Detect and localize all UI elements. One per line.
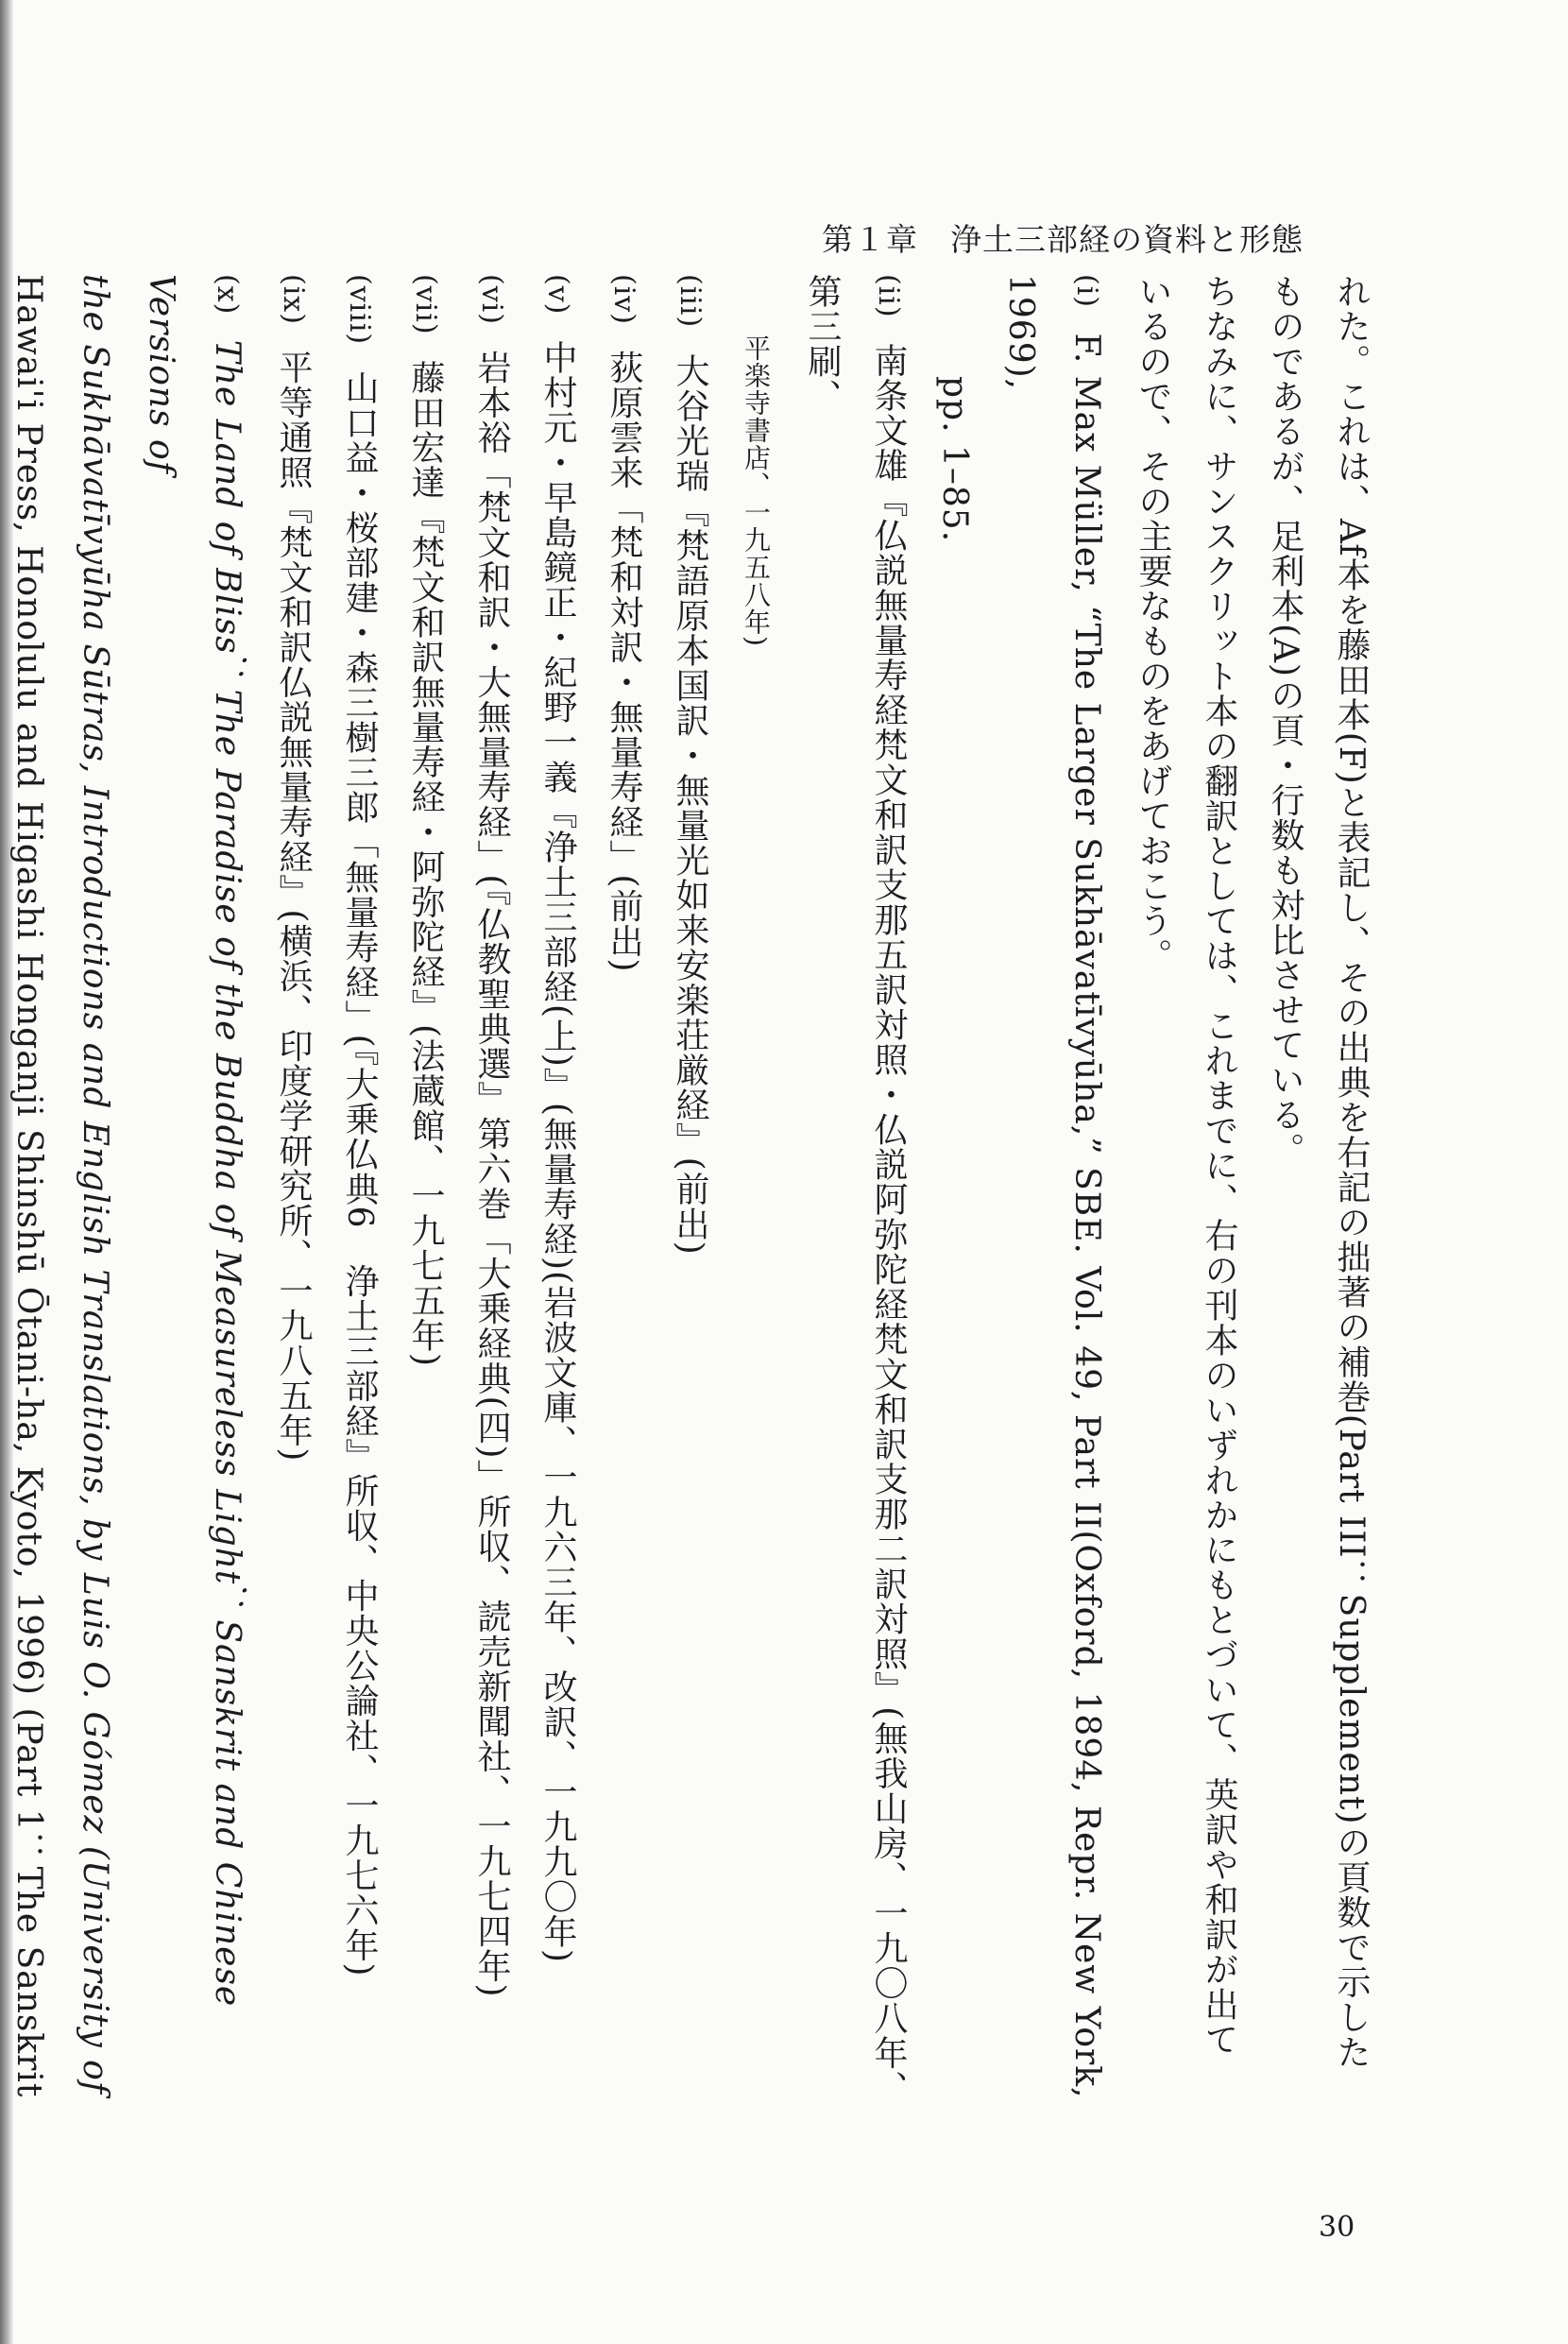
body-line-2: ものであるが、足利本(A)の頁・行数も対比させている。 <box>1266 274 1304 1168</box>
note-vi <box>458 274 524 2126</box>
note-text: 荻原雲来「梵和対訳・無量寿経」(前出) <box>605 350 643 973</box>
note-ii-continued <box>723 274 789 2126</box>
note-marker: (iii) <box>673 274 707 329</box>
note-x-continued-2 <box>0 274 61 2126</box>
note-x-continued-1 <box>61 274 128 2126</box>
note-text: pp. 1–85. <box>935 376 974 543</box>
note-marker: (i) <box>1070 274 1103 309</box>
note-text: 大谷光瑞『梵語原本国訳・無量光如来安楽荘厳経』(前出) <box>671 352 709 1256</box>
note-vii <box>392 274 458 2126</box>
note-text: Hawai'i Press, Honolulu and Higashi Honganji Shinshū Ōtani-ha, Kyoto, 1996) (Part 1：The Sanskrit <box>9 274 48 2098</box>
note-ix <box>260 274 326 2126</box>
note-text: 平等通照『梵文和訳仏説無量寿経』(横浜、印度学研究所、一九八五年) <box>274 350 313 1463</box>
note-marker: (ix) <box>277 274 310 325</box>
body-line-3: ちなみに、サンスクリット本の翻訳としては、これまでに、右の刊本のいずれかにもとづいて、英訳や和訳が出て <box>1200 274 1238 2057</box>
note-text: F. Max Müller, “The Larger Sukhāvatīvyūha,” SBE. Vol. 49, Part II(Oxford, 1894, Repr. New York, 1969), <box>1001 274 1106 2099</box>
note-marker: (ii) <box>872 274 905 318</box>
note-marker: (iv) <box>607 274 640 325</box>
note-text: the Sukhāvatīvyūha Sūtras, Introductions and English Translations, by Luis O. Gómez (University of <box>76 274 114 2096</box>
page-number: 30 <box>1319 2211 1355 2244</box>
page-body <box>0 274 1384 2126</box>
note-text: 岩本裕「梵文和訳・大無量寿経」(『仏教聖典選』第六巻「大乗経典(四)」所収、読売新聞社、一九七四年) <box>472 350 511 1998</box>
note-iv <box>590 274 656 2126</box>
note-marker: (v) <box>541 274 574 316</box>
body-line-1: れた。これは、Af本を藤田本(F)と表記し、その出典を右記の拙著の補巻(Part III：Supplement)の頁数で示した <box>1332 274 1371 2070</box>
note-iii <box>656 274 723 2126</box>
note-text: 平楽寺書店、一九五八年) <box>741 334 772 647</box>
note-text: 南条文雄『仏説無量寿経梵文和訳支那五訳対照・仏説阿弥陀経梵文和訳支那二訳対照』(無我山房、一九〇八年、第三刷、 <box>803 274 908 2106</box>
note-text: 藤田宏達『梵文和訳無量寿経・阿弥陀経』(法蔵館、一九七五年) <box>406 360 445 1368</box>
note-marker: (vi) <box>475 274 508 325</box>
note-viii <box>326 274 392 2126</box>
note-text: 中村元・早島鏡正・紀野一義『浄土三部経(上)』(無量寿経)(岩波文庫、一九六三年、改訳、一九九〇年) <box>538 339 577 1964</box>
note-marker: (x) <box>211 274 244 316</box>
note-x <box>128 274 260 2126</box>
note-ii <box>789 274 921 2126</box>
note-i-continued <box>921 274 987 2126</box>
note-i <box>987 274 1119 2126</box>
body-line-4: いるので、その主要なものをあげておこう。 <box>1133 274 1172 973</box>
note-marker: (viii) <box>343 274 376 346</box>
note-text: 山口益・桜部建・森三樹三郎「無量寿経」(『大乗仏典6 浄土三部経』所収、中央公論社、一九七六年) <box>340 369 379 1977</box>
note-v <box>524 274 590 2126</box>
note-marker: (vii) <box>409 274 442 335</box>
note-text: The Land of Bliss：The Paradise of the Buddha of Measureless Light：Sanskrit and Chinese Versions of <box>142 274 247 2008</box>
running-head: 第１章 浄土三部経の資料と形態 <box>822 221 1304 258</box>
